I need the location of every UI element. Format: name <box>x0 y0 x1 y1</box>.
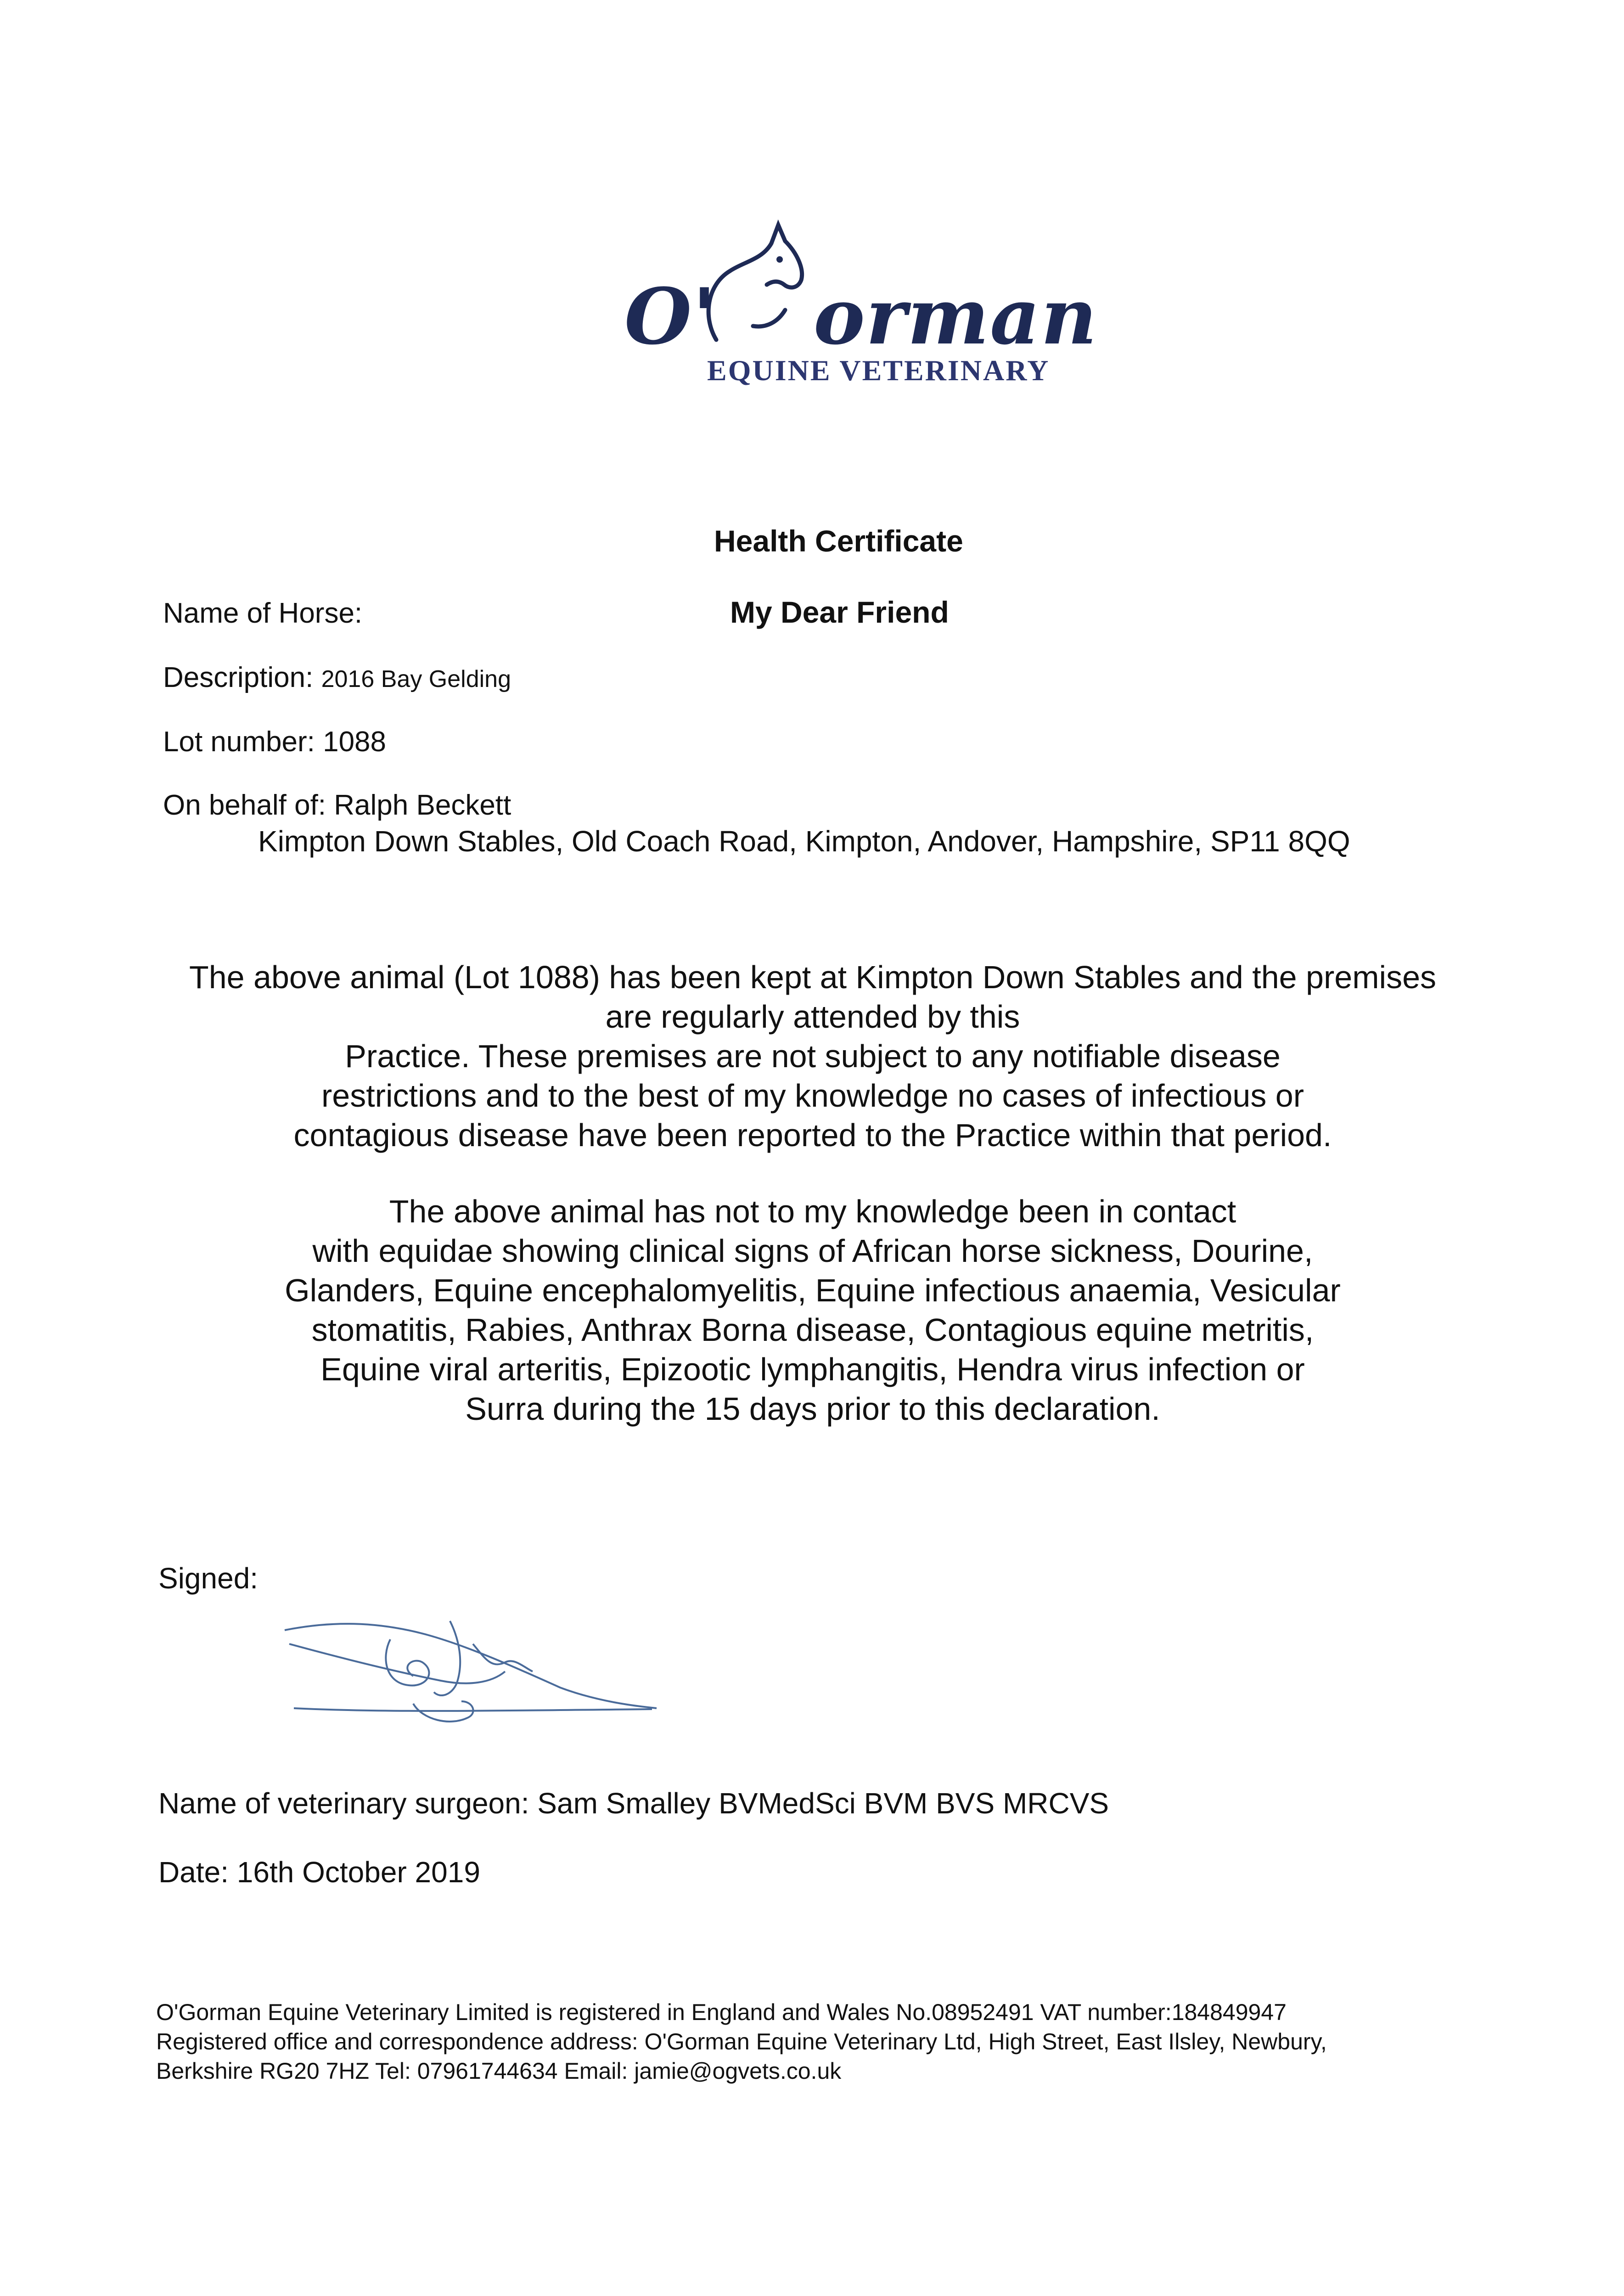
paragraph-line: stomatitis, Rabies, Anthrax Borna disease, Contagious equine metritis, <box>311 1312 1314 1348</box>
vet-label: Name of veterinary surgeon: <box>158 1787 529 1820</box>
paragraph-line: with equidae showing clinical signs of African horse sickness, Dourine, <box>312 1233 1313 1269</box>
lot-number-field <box>163 726 386 758</box>
description-label: Description: <box>163 662 314 693</box>
lot-number-value: 1088 <box>323 726 387 758</box>
logo-wordmark <box>624 271 1098 362</box>
horse-name-label: Name of Horse: <box>163 597 363 629</box>
paragraph-line: Equine viral arteritis, Epizootic lymphangitis, Hendra virus infection or <box>320 1351 1305 1387</box>
premises-declaration-paragraph <box>138 957 1488 1155</box>
paragraph-line: Surra during the 15 days prior to this declaration. <box>465 1391 1160 1427</box>
horse-name-value: My Dear Friend <box>730 595 949 629</box>
vet-name: Sam Smalley BVMedSci BVM BVS MRCVS <box>537 1787 1109 1820</box>
document-title: Health Certificate <box>714 524 963 558</box>
logo-prefix: O' <box>624 271 717 362</box>
lot-number-label: Lot number: <box>163 726 315 758</box>
footer-line: Registered office and correspondence address: O'Gorman Equine Veterinary Ltd, High Street, East Ilsley, Newbury, <box>156 2029 1327 2054</box>
stables-address: Kimpton Down Stables, Old Coach Road, Kimpton, Andover, Hampshire, SP11 8QQ <box>258 825 1350 858</box>
paragraph-line: contagious disease have been reported to the Practice within that period. <box>293 1117 1332 1153</box>
date-field <box>158 1855 480 1889</box>
date-label: Date: <box>158 1856 229 1889</box>
paragraph-line: The above animal (Lot 1088) has been kept at Kimpton Down Stables and the premises <box>189 959 1437 995</box>
paragraph-line: are regularly attended by this <box>605 999 1020 1035</box>
registration-footer <box>156 1998 1327 2086</box>
on-behalf-label: On behalf of: <box>163 789 326 821</box>
on-behalf-field <box>163 789 511 822</box>
description-field <box>163 661 511 694</box>
date-value: 16th October 2019 <box>236 1856 480 1889</box>
paragraph-line: The above animal has not to my knowledge been in contact <box>389 1193 1236 1229</box>
contact-declaration-paragraph <box>138 1192 1488 1429</box>
footer-line: Berkshire RG20 7HZ Tel: 07961744634 Email: jamie@ogvets.co.uk <box>156 2058 842 2084</box>
logo-subtitle: EQUINE VETERINARY <box>707 354 1050 387</box>
practice-logo <box>624 216 1098 400</box>
horse-head-icon <box>698 216 808 354</box>
signed-label: Signed: <box>158 1562 258 1595</box>
paragraph-line: Practice. These premises are not subject to any notifiable disease <box>345 1038 1281 1074</box>
logo-name: orman <box>813 271 1098 362</box>
footer-line: O'Gorman Equine Veterinary Limited is registered in England and Wales No.08952491 VAT number:184849947 <box>156 1999 1287 2025</box>
on-behalf-value: Ralph Beckett <box>334 789 511 821</box>
description-value: 2016 Bay Gelding <box>321 666 511 692</box>
handwritten-signature <box>275 1603 661 1731</box>
veterinary-surgeon-field <box>158 1786 1109 1820</box>
paragraph-line: restrictions and to the best of my knowledge no cases of infectious or <box>321 1078 1304 1114</box>
paragraph-line: Glanders, Equine encephalomyelitis, Equine infectious anaemia, Vesicular <box>285 1272 1341 1308</box>
